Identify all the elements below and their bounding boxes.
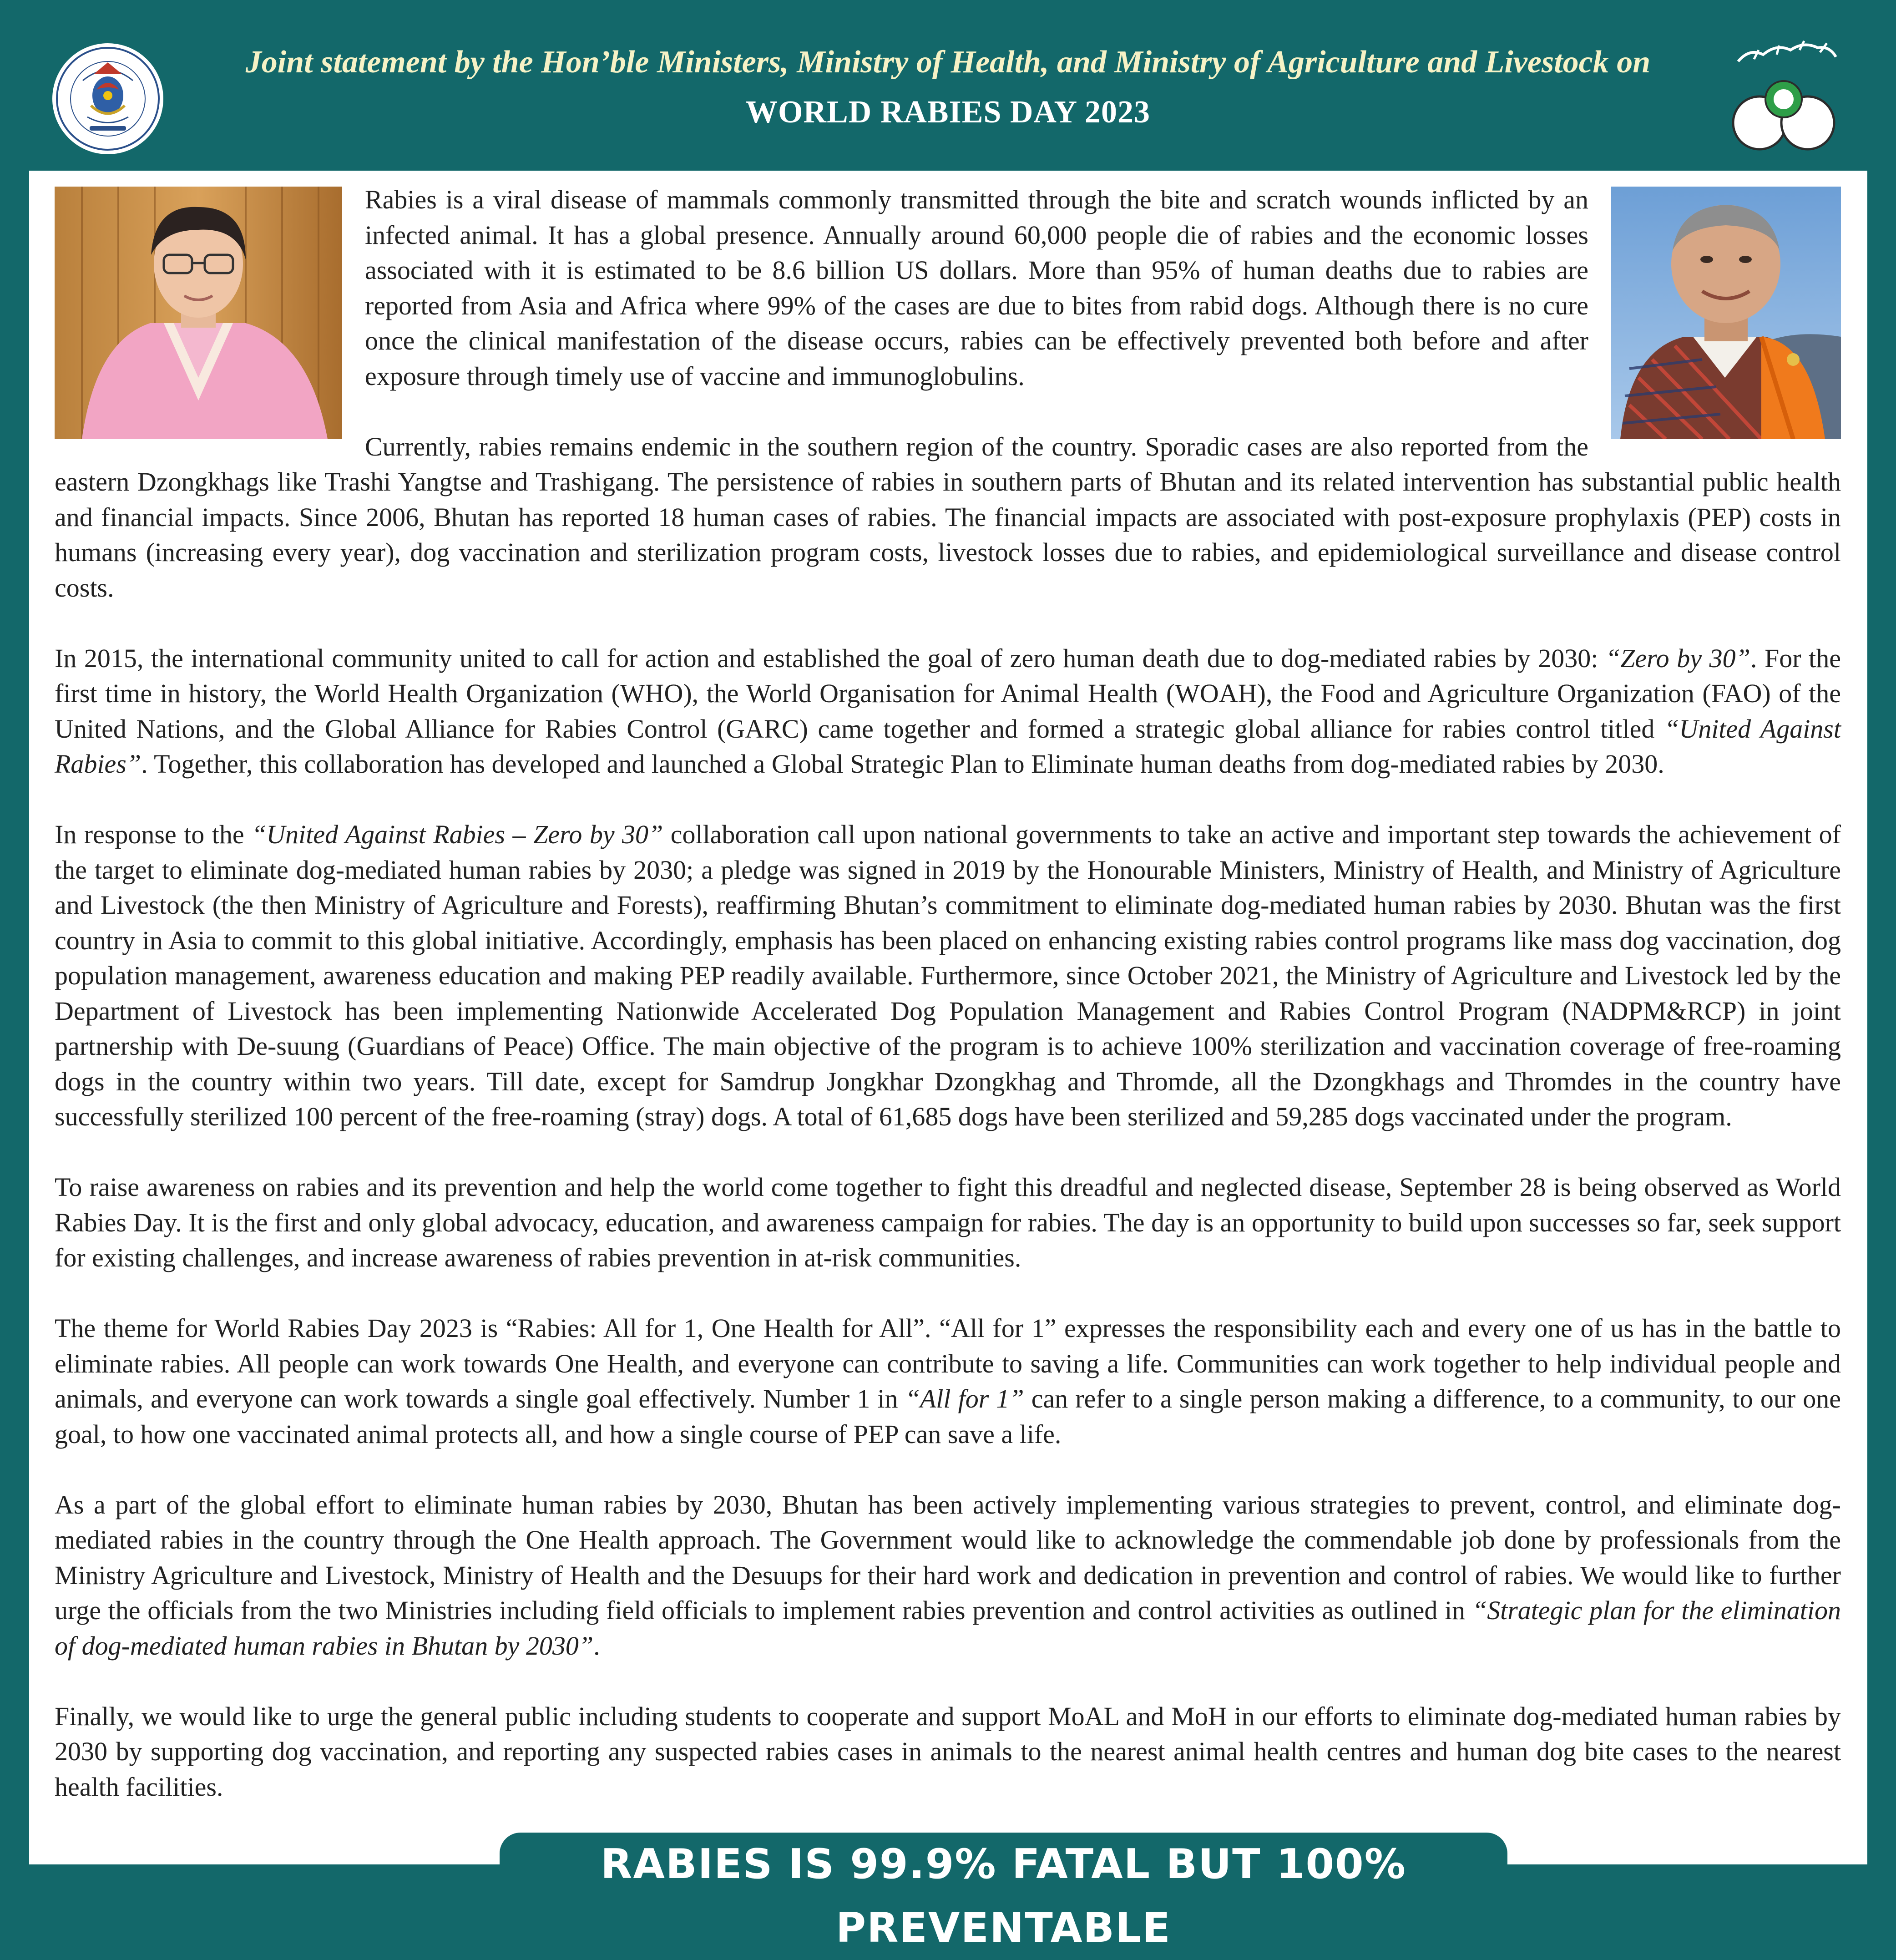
paragraph-2: Currently, rabies remains endemic in the southern region of the country. Sporadic cases are also reported from the eastern Dzongkhags like Trashi Yangtse and Trashigang. The persistence of rabies in southern parts of Bhutan and its related intervention has substantial public health and financial impacts. Since 2006, Bhutan has reported 18 human cases of rabies. The financial impacts are associated with post-exposure prophylaxis (PEP) costs in humans (increasing every year), dog vaccination and sterilization program costs, livestock losses due to rabies, and epidemiological surveillance and disease control costs.	[55, 431, 1841, 603]
paragraph-8: Finally, we would like to urge the general public including students to cooperate and support MoAL and MoH in our efforts to eliminate dog-mediated human rabies by 2030 by supporting dog vaccination, and reporting any suspected rabies cases in animals to the nearest animal health centres and human dog bite cases to the nearest health facilities.	[55, 1701, 1841, 1802]
paragraph-6	[55, 1311, 1841, 1452]
three-circles-logo-icon	[1722, 27, 1845, 159]
header	[0, 0, 1896, 171]
paragraph-3-text-c: . For the first time in history, the World Health Organization (WHO), the World Organisation for Animal Health (WOAH), the Food and Agriculture Organization (FAO) of the United Nations, and the Global Alliance for Rabies Control (GARC) came together and formed a strategic global alliance for rabies control titled	[55, 643, 1841, 744]
paragraph-1: Rabies is a viral disease of mammals commonly transmitted through the bite and scratch wounds inflicted by an infected animal. It has a global presence. Annually around 60,000 people die of rabies and the economic losses associated with it is estimated to be 8.6 billion US dollars. More than 95% of human deaths due to rabies are reported from Asia and Africa where 99% of the cases are due to bites from rabid dogs. Although there is no cure once the clinical manifestation of the disease occurs, rabies can be effectively prevented both before and after exposure through timely use of vaccine and immunoglobulins.	[365, 185, 1588, 391]
statement-panel	[29, 171, 1867, 1864]
paragraph-3-text-a: In 2015, the international community united to call for action and established the goal of zero human death due to dog-mediated rabies by 2030:	[55, 643, 1606, 673]
paragraph-6-all-for-1: “All for 1”	[905, 1384, 1024, 1413]
paragraph-6-text-c: can refer to a single person making a difference, to a community, to our one goal, to how one vaccinated animal protects all, and how a single course of PEP can save a life.	[55, 1384, 1841, 1449]
paragraph-6-text-a: The theme for World Rabies Day 2023 is “Rabies: All for 1, One Health for All”. “All for 1” expresses the responsibility each and every one of us has in the battle to eliminate rabies. All people can work towards One Health, and everyone can contribute to saving a life. Communities can work together to help individual people and animals, and everyone can work towards a single goal effectively. Number 1 in	[55, 1313, 1841, 1413]
paragraph-3-text-e: . Together, this collaboration has developed and launched a Global Strategic Plan to Eliminate human deaths from dog-mediated rabies by 2030.	[141, 749, 1664, 779]
title-line1: Joint statement by the Hon’ble Ministers, Ministry of Health, and Ministry of Agriculture and Livestock on	[245, 45, 1651, 80]
paragraph-4-text-c: collaboration call upon national governments to take an active and important step towards the achievement of the target to eliminate dog-mediated human rabies by 2030; a pledge was signed in 2019 by the Honourable Ministers, Ministry of Health, and Ministry of Agriculture and Livestock (the then Ministry of Agriculture and Forests), reaffirming Bhutan’s commitment to eliminate dog-mediated human rabies by 2030. Bhutan was the first country in Asia to commit to this global initiative. Accordingly, emphasis has been placed on enhancing existing rabies control programs like mass dog vaccination, dog population management, awareness education and making PEP readily available. Furthermore, since October 2021, the Ministry of Agriculture and Livestock led by the Department of Livestock has been implementing Nationwide Accelerated Dog Population Management and Rabies Control Program (NADPM&RCP) in joint partnership with De-suung (Guardians of Peace) Office. The main objective of the program is to achieve 100% sterilization and vaccination coverage of free-roaming dogs in the country within two years. Till date, except for Samdrup Jongkhar Dzongkhag and Thromde, all the Dzongkhags and Thromdes in the country have successfully sterilized 100 percent of the free-roaming (stray) dogs. A total of 61,685 dogs have been sterilized and 59,285 dogs vaccinated under the program.	[55, 820, 1841, 1131]
paragraph-5: To raise awareness on rabies and its prevention and help the world come together to fight this dreadful and neglected disease, September 28 is being observed as World Rabies Day. It is the first and only global advocacy, education, and awareness campaign for rabies. The day is an opportunity to build upon successes so far, seek support for existing challenges, and increase awareness of rabies prevention in at-risk communities.	[55, 1172, 1841, 1272]
paragraph-7-strategic-plan: “Strategic plan for the elimination of dog-mediated human rabies in Bhutan by 2030”	[55, 1595, 1841, 1661]
paragraph-3	[55, 641, 1841, 782]
paragraph-7-text-a: As a part of the global effort to eliminate human rabies by 2030, Bhutan has been actively implementing various strategies to prevent, control, and eliminate dog-mediated rabies in the country through the One Health approach. The Government would like to acknowledge the commendable job done by professionals from the Ministry Agriculture and Livestock, Ministry of Health and the Desuups for their hard work and dedication in prevention and control of rabies. We would like to further urge the officials from the two Ministries including field officials to implement rabies prevention and control activities as outlined in	[55, 1489, 1841, 1625]
paragraph-7-text-c: .	[593, 1631, 600, 1661]
paragraph-4	[55, 817, 1841, 1134]
paragraph-4-text-a: In response to the	[55, 820, 252, 849]
paragraph-7	[55, 1487, 1841, 1664]
paragraph-4-campaign-name: “United Against Rabies – Zero by 30”	[252, 820, 663, 849]
title-line2: WORLD RABIES DAY 2023	[745, 95, 1151, 130]
statement-body	[55, 182, 1841, 1804]
slogan-banner: RABIES IS 99.9% FATAL BUT 100% PREVENTABLE	[500, 1833, 1507, 1896]
paragraph-3-zero-by-30: “Zero by 30”	[1605, 643, 1750, 673]
royal-government-seal-icon	[51, 42, 165, 156]
paragraph-3-united-against-rabies: “United Against Rabies”	[55, 714, 1841, 779]
